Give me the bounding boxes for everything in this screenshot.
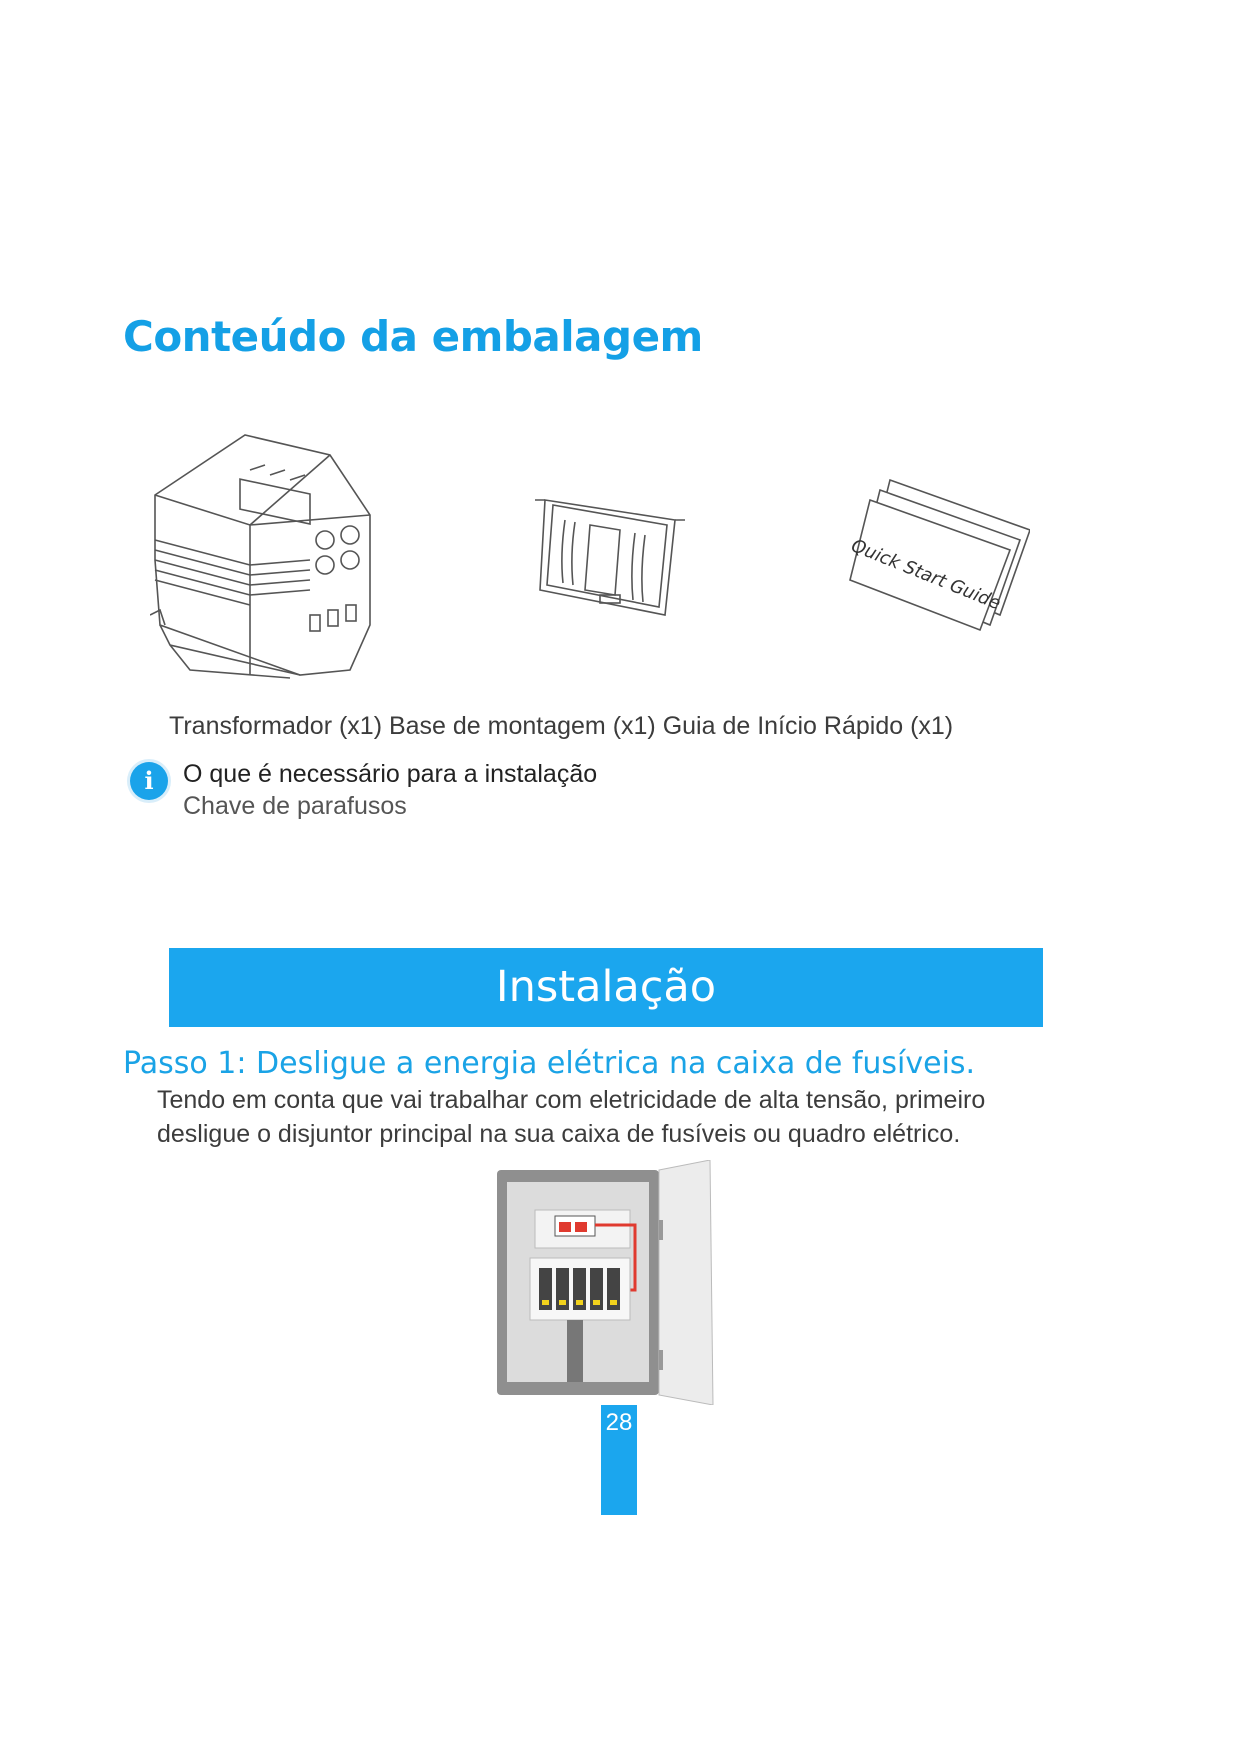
section-title: Conteúdo da embalagem — [123, 312, 703, 361]
mounting-base-illustration — [535, 495, 685, 620]
package-items-caption: Transformador (x1) Base de montagem (x1) Guia de Início Rápido (x1) — [169, 712, 954, 740]
guide-cover-text: Quick Start Guide — [848, 535, 1004, 615]
fuse-box-illustration — [495, 1160, 725, 1405]
page-number: 28 — [601, 1405, 637, 1515]
info-note-text: Chave de parafusos — [183, 792, 407, 820]
step-1-text: Tendo em conta que vai trabalhar com eletricidade de alta tensão, primeiro desligue o disjuntor principal na sua caixa de fusíveis ou quadro elétrico. — [157, 1086, 986, 1148]
quick-start-guide-illustration — [830, 475, 1030, 635]
installation-banner: Instalação — [169, 948, 1043, 1027]
info-icon: i — [130, 762, 168, 800]
step-1-title: Passo 1: Desligue a energia elétrica na caixa de fusíveis. — [123, 1046, 976, 1081]
info-note-title: O que é necessário para a instalação — [183, 760, 598, 788]
transformer-illustration — [150, 430, 420, 680]
